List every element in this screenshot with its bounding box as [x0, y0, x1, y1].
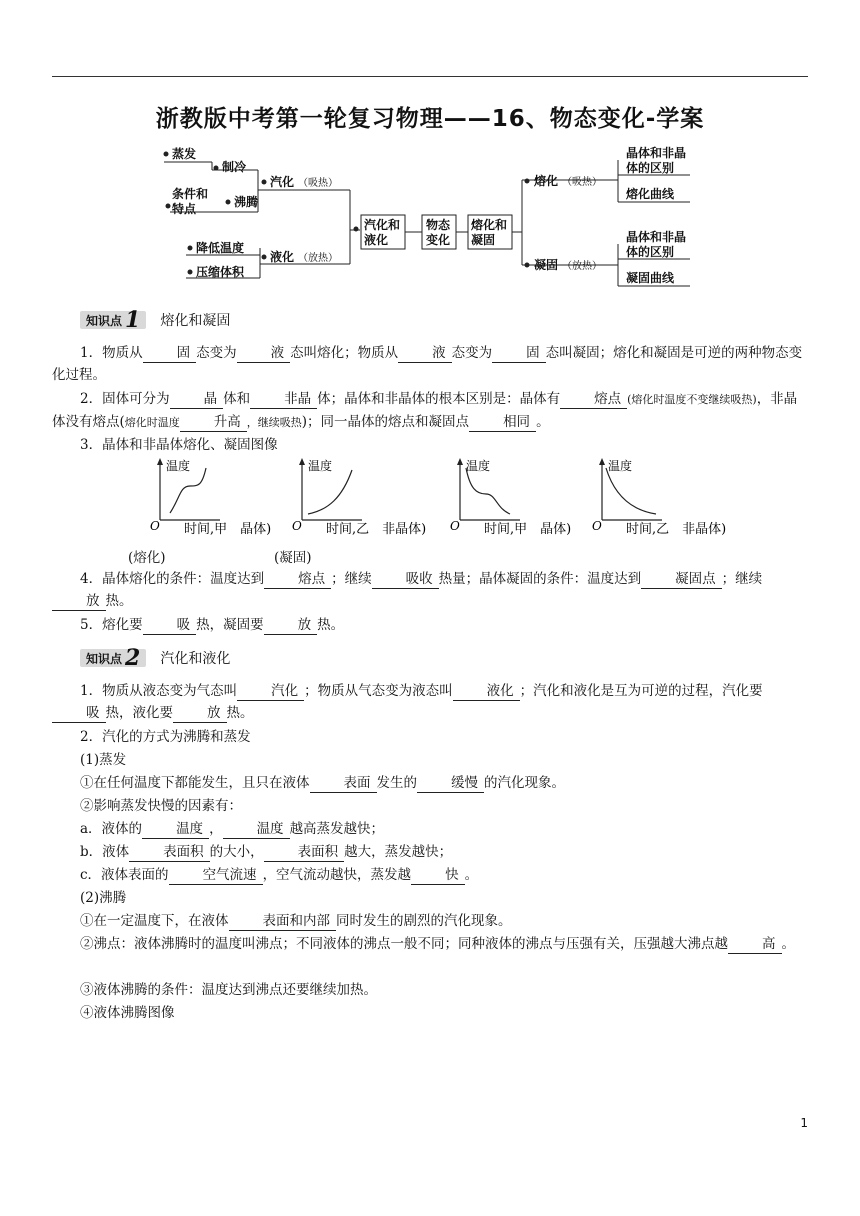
node-tiaojian-1: 条件和	[172, 187, 209, 201]
graph-1-label: 时间,甲 晶体)	[184, 522, 272, 537]
paragraph-q7: b．液体 表面积 的大小， 表面积 越大，蒸发越快；	[80, 844, 453, 860]
concept-map-svg	[150, 140, 710, 290]
paragraph-3: 3．晶体和非晶体熔化、凝固图像	[80, 437, 278, 453]
paragraph-q9: (2)沸腾	[80, 890, 127, 906]
paragraph-q12: ③液体沸腾的条件：温度达到沸点还要继续加热。	[80, 982, 377, 998]
node-qihua: 汽化	[270, 175, 295, 189]
node-rhng-2: 凝固	[471, 233, 496, 247]
paragraph-q11: ②沸点：液体沸腾时的温度叫沸点；不同液体的沸点一般不同；同种液体的沸点与压强有关，压强越大沸点越 高 。	[80, 936, 795, 952]
node-ronghua: 熔化	[534, 174, 559, 188]
paragraph-q10: ①在一定温度下，在液体 表面和内部 同时发生的剧烈的汽化现象。	[80, 913, 512, 929]
graph-caption-melting: (熔化)	[128, 550, 166, 566]
node-qubie-2a: 晶体和非晶	[626, 230, 687, 244]
graph-4-origin: O	[592, 519, 602, 533]
page-number: 1	[800, 1116, 808, 1130]
graph-3-label: 时间,甲 晶体)	[484, 522, 572, 537]
graph-4-ylabel: 温度	[608, 459, 633, 473]
paragraph-4: 4．晶体熔化的条件：温度达到 熔点 ；继续 吸收 热量；晶体凝固的条件：温度达到 凝固点 ；继续放 热。	[52, 568, 808, 612]
section-2-badge: 知识点 2	[80, 649, 146, 667]
paragraph-q1: 1．物质从液态变为气态叫 汽化 ；物质从气态变为液态叫 液化 ；汽化和液化是互为可逆的过程，汽化要吸 热，液化要 放 热。	[52, 680, 808, 724]
node-qubie-1a: 晶体和非晶	[626, 146, 687, 160]
node-ronghua-quxian: 熔化曲线	[626, 187, 675, 201]
section-2-header	[80, 645, 231, 671]
section-1-title: 熔化和凝固	[160, 313, 231, 329]
node-ninggu-quxian: 凝固曲线	[626, 271, 675, 285]
node-qubie-2b: 体的区别	[626, 245, 675, 259]
section-1-badge: 知识点 1	[80, 311, 146, 329]
node-wutai-1: 物态	[426, 218, 451, 232]
paragraph-q13: ④液体沸腾图像	[80, 1005, 175, 1021]
node-wutai-2: 变化	[426, 233, 451, 247]
page-title: 浙教版中考第一轮复习物理——16、物态变化-学案	[155, 106, 705, 132]
paragraph-q6: a．液体的 温度 ， 温度 越高蒸发越快；	[80, 821, 385, 837]
node-qubie-1b: 体的区别	[626, 161, 675, 175]
node-qihua-note: （吸热）	[298, 178, 338, 189]
paragraph-q3: (1)蒸发	[80, 752, 127, 768]
node-yehua-note: （放热）	[298, 253, 338, 264]
graph-2-origin: O	[292, 519, 302, 533]
concept-map	[150, 140, 710, 290]
graph-2-ylabel: 温度	[308, 459, 333, 473]
paragraph-q8: c．液体表面的 空气流速 ，空气流动越快，蒸发越 快 。	[80, 867, 479, 883]
paragraph-q5: ②影响蒸发快慢的因素有：	[80, 798, 242, 814]
paragraph-1: 1．物质从 固 态变为 液 态叫熔化；物质从 液 态变为 固 态叫凝固；熔化和凝固是可逆的两种物态变化过程。	[52, 345, 803, 383]
section-1-header	[80, 307, 231, 333]
node-ninggu-note: （放热）	[562, 261, 602, 272]
section-2-title: 汽化和液化	[160, 651, 231, 667]
node-jiangdi: 降低温度	[196, 241, 245, 255]
node-yehua: 液化	[270, 250, 295, 264]
node-tiaojian-2: 特点	[172, 202, 197, 216]
graph-3-ylabel: 温度	[466, 459, 491, 473]
node-qhyh-2: 液化	[364, 233, 389, 247]
graph-2-label: 时间,乙 非晶体)	[326, 522, 427, 537]
node-qhyh-1: 汽化和	[364, 218, 401, 232]
paragraph-5: 5．熔化要 吸 热，凝固要 放 热。	[80, 617, 345, 633]
phase-graphs-svg	[150, 458, 750, 538]
node-yasuo: 压缩体积	[196, 265, 245, 279]
node-rhng-1: 熔化和	[471, 218, 508, 232]
header-rule	[52, 76, 808, 77]
node-zhileng: 制冷	[222, 160, 247, 174]
node-ronghua-note: （吸热）	[562, 177, 602, 188]
phase-graphs	[150, 458, 750, 538]
graph-caption-solidifying: (凝固)	[274, 550, 312, 566]
node-feiteng: 沸腾	[234, 195, 259, 209]
node-zhengfa: 蒸发	[172, 147, 197, 161]
node-ninggu: 凝固	[534, 258, 559, 272]
graph-3-origin: O	[450, 519, 460, 533]
graph-1-origin: O	[150, 519, 160, 533]
paragraph-q2: 2．汽化的方式为沸腾和蒸发	[80, 729, 251, 745]
graph-1-ylabel: 温度	[166, 459, 191, 473]
paragraph-q4: ①在任何温度下都能发生，且只在液体 表面 发生的 缓慢 的汽化现象。	[80, 775, 565, 791]
graph-4-label: 时间,乙 非晶体)	[626, 522, 727, 537]
paragraph-2: 2．固体可分为 晶 体和 非晶 体；晶体和非晶体的根本区别是：晶体有 熔点 (熔化时温度不变继续吸热)，非晶体没有熔点(熔化时温度 升高 ，继续吸热)；同一晶体的熔点和凝固点 相同 。	[52, 391, 798, 430]
